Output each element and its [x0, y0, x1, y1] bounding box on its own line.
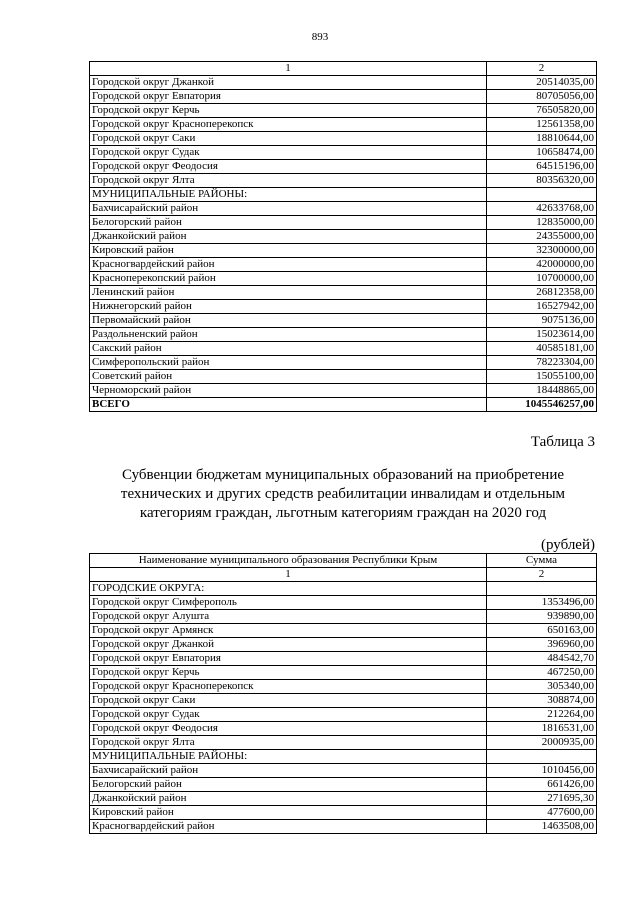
amount-value: 1816531,00	[487, 722, 597, 736]
table1-column-numbers	[90, 62, 597, 76]
municipality-name: Городской округ Джанкой	[90, 638, 487, 652]
table-row	[90, 286, 597, 300]
municipality-name: Кировский район	[90, 806, 487, 820]
municipality-name: Джанкойский район	[90, 230, 487, 244]
table-row	[90, 708, 597, 722]
municipality-name: Городской округ Керчь	[90, 104, 487, 118]
amount-value	[487, 750, 597, 764]
amount-value: 32300000,00	[487, 244, 597, 258]
table-row	[90, 230, 597, 244]
municipality-name: Городской округ Керчь	[90, 666, 487, 680]
municipality-name: Красногвардейский район	[90, 820, 487, 834]
table-row	[90, 188, 597, 202]
municipality-name: Раздольненский район	[90, 328, 487, 342]
amount-value: 10658474,00	[487, 146, 597, 160]
municipality-name: Ленинский район	[90, 286, 487, 300]
amount-value: 64515196,00	[487, 160, 597, 174]
table-row	[90, 104, 597, 118]
col-number-2: 2	[487, 568, 597, 582]
amount-value: 80705056,00	[487, 90, 597, 104]
table1-body	[90, 62, 597, 412]
table-row	[90, 722, 597, 736]
table2-column-numbers	[90, 568, 597, 582]
amount-value: 9075136,00	[487, 314, 597, 328]
table-row	[90, 610, 597, 624]
amount-value: 42000000,00	[487, 258, 597, 272]
municipality-name: ГОРОДСКИЕ ОКРУГА:	[90, 582, 487, 596]
amount-value: 271695,30	[487, 792, 597, 806]
total-row	[90, 398, 597, 412]
table-row	[90, 258, 597, 272]
table-row	[90, 384, 597, 398]
table-row	[90, 792, 597, 806]
table-row	[90, 328, 597, 342]
table-row	[90, 314, 597, 328]
table-row	[90, 624, 597, 638]
table-row	[90, 820, 597, 834]
table-row	[90, 694, 597, 708]
municipality-name: Городской округ Саки	[90, 132, 487, 146]
table-row	[90, 778, 597, 792]
table-row	[90, 342, 597, 356]
amount-value: 12835000,00	[487, 216, 597, 230]
col-number-1: 1	[90, 568, 487, 582]
municipality-name: Белогорский район	[90, 778, 487, 792]
amount-value: 661426,00	[487, 778, 597, 792]
table-row	[90, 666, 597, 680]
amount-value: 26812358,00	[487, 286, 597, 300]
table-row	[90, 300, 597, 314]
amount-value: 18448865,00	[487, 384, 597, 398]
table-row	[90, 76, 597, 90]
table-row	[90, 596, 597, 610]
table-row	[90, 272, 597, 286]
municipality-name: Красногвардейский район	[90, 258, 487, 272]
amount-value: 1010456,00	[487, 764, 597, 778]
municipality-name: Черноморский район	[90, 384, 487, 398]
municipality-name: ВСЕГО	[90, 398, 487, 412]
table-row	[90, 582, 597, 596]
table-row	[90, 118, 597, 132]
amount-value: 20514035,00	[487, 76, 597, 90]
table-row	[90, 806, 597, 820]
municipality-name: Городской округ Феодосия	[90, 160, 487, 174]
units-label: (рублей)	[540, 537, 595, 553]
amount-value: 1353496,00	[487, 596, 597, 610]
municipality-name: Городской округ Саки	[90, 694, 487, 708]
table-row	[90, 244, 597, 258]
table-row	[90, 680, 597, 694]
table-row	[90, 370, 597, 384]
table-row	[90, 174, 597, 188]
table-row	[90, 132, 597, 146]
table-row	[90, 90, 597, 104]
table-title: Субвенции бюджетам муниципальных образований на приобретение технических и других средств реабилитации инвалидам и отдельным категориям граждан, льготным категориям граждан на 2020 год	[120, 467, 566, 521]
amount-value: 396960,00	[487, 638, 597, 652]
amount-value: 15055100,00	[487, 370, 597, 384]
municipality-name: Городской округ Красноперекопск	[90, 118, 487, 132]
municipality-name: Городской округ Красноперекопск	[90, 680, 487, 694]
page-number: 893	[311, 31, 329, 43]
header-amount: Сумма	[487, 554, 597, 568]
amount-value: 1045546257,00	[487, 398, 597, 412]
amount-value: 80356320,00	[487, 174, 597, 188]
municipality-name: Городской округ Ялта	[90, 174, 487, 188]
table-row	[90, 160, 597, 174]
municipality-name: Симферопольский район	[90, 356, 487, 370]
table-row	[90, 356, 597, 370]
col-number-2: 2	[487, 62, 597, 76]
table-label: Таблица 3	[530, 434, 595, 450]
table-row	[90, 216, 597, 230]
municipality-name: Городской округ Джанкой	[90, 76, 487, 90]
municipality-name: Бахчисарайский район	[90, 764, 487, 778]
municipality-name: МУНИЦИПАЛЬНЫЕ РАЙОНЫ:	[90, 750, 487, 764]
table2-body	[90, 554, 597, 834]
amount-value: 15023614,00	[487, 328, 597, 342]
amount-value: 78223304,00	[487, 356, 597, 370]
amount-value: 42633768,00	[487, 202, 597, 216]
municipality-name: Нижнегорский район	[90, 300, 487, 314]
amount-value: 12561358,00	[487, 118, 597, 132]
municipality-name: Городской округ Судак	[90, 708, 487, 722]
table-row	[90, 202, 597, 216]
municipality-name: Городской округ Судак	[90, 146, 487, 160]
amount-value: 939890,00	[487, 610, 597, 624]
amount-value	[487, 188, 597, 202]
table-row	[90, 736, 597, 750]
amount-value: 484542,70	[487, 652, 597, 666]
table-row	[90, 764, 597, 778]
amount-value: 212264,00	[487, 708, 597, 722]
subsidy-table-continued	[89, 61, 597, 412]
municipality-name: Городской округ Евпатория	[90, 90, 487, 104]
amount-value: 305340,00	[487, 680, 597, 694]
amount-value: 467250,00	[487, 666, 597, 680]
table-row	[90, 652, 597, 666]
municipality-name: Сакский район	[90, 342, 487, 356]
amount-value: 308874,00	[487, 694, 597, 708]
amount-value: 10700000,00	[487, 272, 597, 286]
municipality-name: Красноперекопский район	[90, 272, 487, 286]
amount-value: 76505820,00	[487, 104, 597, 118]
municipality-name: МУНИЦИПАЛЬНЫЕ РАЙОНЫ:	[90, 188, 487, 202]
col-number-1: 1	[90, 62, 487, 76]
amount-value: 16527942,00	[487, 300, 597, 314]
amount-value: 1463508,00	[487, 820, 597, 834]
municipality-name: Бахчисарайский район	[90, 202, 487, 216]
table-row	[90, 146, 597, 160]
municipality-name: Городской округ Ялта	[90, 736, 487, 750]
amount-value: 18810644,00	[487, 132, 597, 146]
municipality-name: Городской округ Армянск	[90, 624, 487, 638]
header-municipality: Наименование муниципального образования Республики Крым	[90, 554, 487, 568]
amount-value	[487, 582, 597, 596]
amount-value: 477600,00	[487, 806, 597, 820]
amount-value: 40585181,00	[487, 342, 597, 356]
municipality-name: Городской округ Алушта	[90, 610, 487, 624]
municipality-name: Городской округ Феодосия	[90, 722, 487, 736]
municipality-name: Белогорский район	[90, 216, 487, 230]
municipality-name: Городской округ Симферополь	[90, 596, 487, 610]
subvention-table	[89, 553, 597, 834]
amount-value: 2000935,00	[487, 736, 597, 750]
municipality-name: Городской округ Евпатория	[90, 652, 487, 666]
amount-value: 650163,00	[487, 624, 597, 638]
table-row	[90, 638, 597, 652]
municipality-name: Первомайский район	[90, 314, 487, 328]
amount-value: 24355000,00	[487, 230, 597, 244]
municipality-name: Советский район	[90, 370, 487, 384]
table-row	[90, 750, 597, 764]
municipality-name: Джанкойский район	[90, 792, 487, 806]
municipality-name: Кировский район	[90, 244, 487, 258]
table2-header-row	[90, 554, 597, 568]
